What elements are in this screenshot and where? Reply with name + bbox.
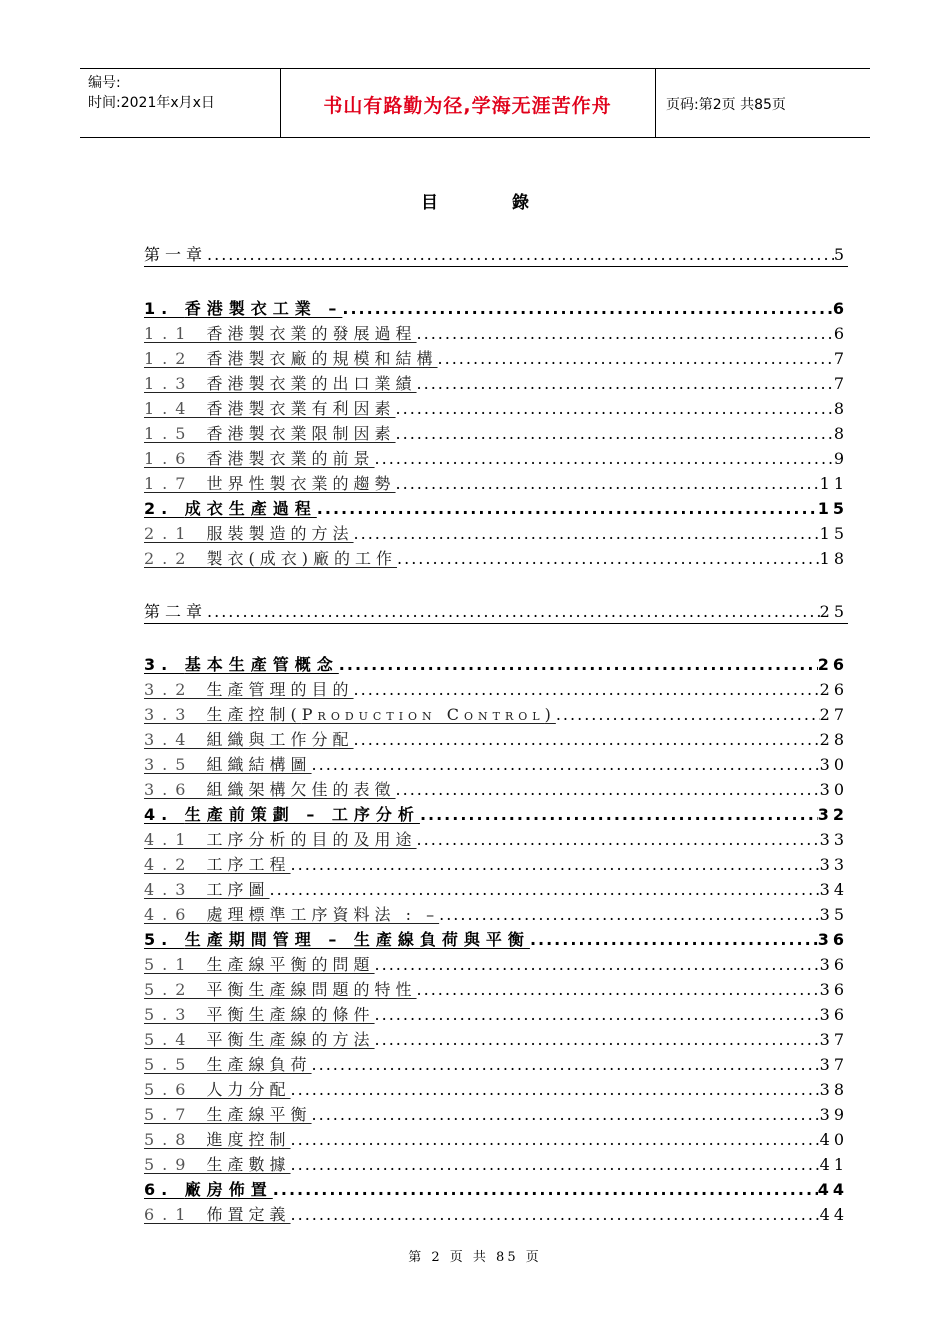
toc-entry-label <box>144 348 438 370</box>
toc-entry-title: 人力分配 <box>206 1080 291 1099</box>
toc-entry-label <box>144 323 417 345</box>
toc-entry[interactable] <box>144 1052 848 1076</box>
toc-entry[interactable] <box>144 827 848 851</box>
toc-leader-dots <box>354 679 820 701</box>
toc-entry[interactable] <box>144 802 848 826</box>
toc-entry-page-number: 8 <box>833 424 848 443</box>
toc-leader-dots <box>354 729 820 751</box>
toc-entry-title: 香港製衣業的發展過程 <box>206 324 417 343</box>
toc-entry[interactable] <box>144 777 848 801</box>
toc-entry-title: 工序圖 <box>206 880 270 899</box>
toc-entry-title: 生產線平衡 <box>206 1105 312 1124</box>
toc-entry-number: 3.4 <box>144 730 207 749</box>
toc-leader-dots <box>375 954 820 976</box>
toc-entry-label <box>144 548 397 570</box>
toc-entry-page-number: 44 <box>817 1180 848 1199</box>
toc-entry-label <box>144 1104 312 1126</box>
toc-entry[interactable] <box>144 242 848 267</box>
toc-entry-page-number: 33 <box>819 830 848 849</box>
toc-entry-title: 組織架構欠佳的表徵 <box>206 780 396 799</box>
toc-entry-title: 生產期間管理 – 生產線負荷與平衡 <box>184 930 530 949</box>
toc-entry-page-number: 5 <box>833 245 848 264</box>
toc-entry-title: 廠房佈置 <box>184 1180 273 1199</box>
toc-entry-title: 香港製衣工業 – <box>184 299 343 318</box>
toc-entry-number: 1.5 <box>144 424 207 443</box>
toc-entry-label <box>144 929 530 951</box>
toc-leader-dots <box>396 398 834 420</box>
toc-entry-page-number: 27 <box>819 705 848 724</box>
toc-entry-title: 生產控制(Production Control) <box>206 705 556 724</box>
toc-leader-dots <box>375 1004 820 1026</box>
toc-entry-label <box>144 1204 291 1226</box>
toc-entry-label <box>144 804 420 826</box>
toc-entry[interactable] <box>144 446 848 470</box>
toc-entry-number: 4.2 <box>144 855 207 874</box>
toc-entry-number: 5.8 <box>144 1130 207 1149</box>
toc-entry-label <box>144 729 354 751</box>
toc-entry[interactable] <box>144 1077 848 1101</box>
toc-entry-label <box>144 704 556 726</box>
toc-entry-title: 基本生產管概念 <box>184 655 339 674</box>
toc-leader-dots <box>354 523 820 545</box>
toc-entry[interactable] <box>144 1202 848 1226</box>
toc-entry-number: 5.2 <box>144 980 207 999</box>
toc-entry-title: 平衡生產線問題的特性 <box>206 980 417 999</box>
toc-leader-dots <box>291 1079 820 1101</box>
toc-entry-number: 1.4 <box>144 399 207 418</box>
toc-entry-title: 佈置定義 <box>206 1205 291 1224</box>
toc-entry-number: 5.1 <box>144 955 207 974</box>
toc-entry-label <box>144 373 417 395</box>
toc-entry-number: 4.6 <box>144 905 207 924</box>
toc-entry-number: 5.4 <box>144 1030 207 1049</box>
toc-entry-number: 3.6 <box>144 780 207 799</box>
toc-entry-title: 香港製衣業的前景 <box>206 449 375 468</box>
toc-entry-number: 4. <box>144 805 185 824</box>
toc-leader-dots <box>312 1054 820 1076</box>
toc-entry[interactable] <box>144 496 848 520</box>
toc-entry-title: 服裝製造的方法 <box>206 524 354 543</box>
header-meta <box>88 73 215 113</box>
toc-entry-title: 香港製衣業有利因素 <box>206 399 396 418</box>
toc-leader-dots <box>339 654 818 676</box>
toc-entry-label <box>144 398 396 420</box>
toc-entry-page-number: 44 <box>819 1205 848 1224</box>
document-header <box>80 68 870 138</box>
toc-entry[interactable] <box>144 927 848 951</box>
toc-entry[interactable] <box>144 902 848 926</box>
toc-entry-label <box>144 601 207 623</box>
header-divider <box>655 69 656 137</box>
toc-entry-title: 成衣生產過程 <box>184 499 317 518</box>
toc-entry[interactable] <box>144 1102 848 1126</box>
toc-entry-title: 香港製衣業限制因素 <box>206 424 396 443</box>
toc-entry-page-number: 36 <box>817 930 848 949</box>
toc-leader-dots <box>556 704 820 726</box>
toc-entry-number: 3.3 <box>144 705 207 724</box>
toc-entry-label <box>144 1029 375 1051</box>
toc-entry[interactable] <box>144 877 848 901</box>
toc-entry-number: 1.3 <box>144 374 207 393</box>
toc-entry-number: 1.7 <box>144 474 207 493</box>
toc-entry-label <box>144 1154 291 1176</box>
toc-entry-page-number: 15 <box>817 499 848 518</box>
toc-leader-dots <box>439 904 820 926</box>
toc-entry[interactable] <box>144 1002 848 1026</box>
toc-entry-number: 1.1 <box>144 324 207 343</box>
toc-entry-number: 3.5 <box>144 755 207 774</box>
toc-entry-page-number: 18 <box>819 549 848 568</box>
toc-entry[interactable] <box>144 396 848 420</box>
toc-entry[interactable] <box>144 977 848 1001</box>
toc-entry-number: 3. <box>144 655 185 674</box>
toc-entry-label <box>144 1179 273 1201</box>
toc-entry-title: 生產線平衡的問題 <box>206 955 375 974</box>
toc-entry-title: 第二章 <box>144 602 208 621</box>
toc-entry-label <box>144 448 375 470</box>
toc-entry[interactable] <box>144 546 848 570</box>
toc-leader-dots <box>273 1179 818 1201</box>
toc-entry-number: 2.2 <box>144 549 207 568</box>
toc-leader-dots <box>291 854 820 876</box>
toc-entry[interactable] <box>144 599 848 624</box>
toc-entry[interactable] <box>144 952 848 976</box>
toc-entry-number: 1.6 <box>144 449 207 468</box>
toc-entry-title: 製衣(成衣)廠的工作 <box>206 549 398 568</box>
toc-entry-number: 1. <box>144 299 185 318</box>
toc-leader-dots <box>417 323 834 345</box>
toc-entry-title: 進度控制 <box>206 1130 291 1149</box>
toc-leader-dots <box>397 548 820 570</box>
toc-entry-label <box>144 754 312 776</box>
toc-entry-page-number: 36 <box>819 1005 848 1024</box>
toc-entry-label <box>144 879 270 901</box>
toc-leader-dots <box>396 473 820 495</box>
toc-entry[interactable] <box>144 296 848 320</box>
toc-entry-label <box>144 1004 375 1026</box>
toc-entry[interactable] <box>144 346 848 370</box>
toc-entry-label <box>144 954 375 976</box>
toc-entry-number: 2.1 <box>144 524 207 543</box>
toc-entry-page-number: 39 <box>819 1105 848 1124</box>
toc-leader-dots <box>417 373 834 395</box>
toc-leader-dots <box>417 979 820 1001</box>
toc-entry-page-number: 7 <box>833 349 848 368</box>
toc-entry[interactable] <box>144 371 848 395</box>
toc-leader-dots <box>291 1204 820 1226</box>
toc-leader-dots <box>375 448 834 470</box>
toc-entry-title: 生產線負荷 <box>206 1055 312 1074</box>
toc-entry-page-number: 25 <box>819 602 848 621</box>
toc-entry-title: 處理標準工序資料法 : – <box>206 905 440 924</box>
toc-leader-dots <box>530 929 818 951</box>
toc-leader-dots <box>420 804 818 826</box>
page-footer: 第 2 页 共 85 页 <box>408 1250 542 1265</box>
toc-entry-number: 6.1 <box>144 1205 207 1224</box>
toc-entry-number: 5.9 <box>144 1155 207 1174</box>
toc-entry-title: 組織結構圖 <box>206 755 312 774</box>
toc-entry-page-number: 32 <box>817 805 848 824</box>
toc-entry[interactable] <box>144 852 848 876</box>
toc-entry-number: 5.3 <box>144 1005 207 1024</box>
toc-entry-number: 3.2 <box>144 680 207 699</box>
toc-entry[interactable] <box>144 652 848 676</box>
toc-entry-page-number: 30 <box>819 755 848 774</box>
toc-entry-page-number: 30 <box>819 780 848 799</box>
toc-entry[interactable] <box>144 752 848 776</box>
toc-entry-title: 平衡生產線的方法 <box>206 1030 375 1049</box>
toc-entry-page-number: 40 <box>819 1130 848 1149</box>
time-label: 时间:2021年x月x日 <box>88 95 215 111</box>
toc-leader-dots <box>207 601 820 623</box>
toc-entry-page-number: 41 <box>819 1155 848 1174</box>
toc-entry-title: 組織與工作分配 <box>206 730 354 749</box>
toc-entry[interactable] <box>144 1152 848 1176</box>
toc-entry-label <box>144 473 396 495</box>
toc-leader-dots <box>291 1154 820 1176</box>
toc-entry-title: 香港製衣廠的規模和結構 <box>206 349 438 368</box>
toc-leader-dots <box>317 498 818 520</box>
toc-entry-title: 平衡生產線的條件 <box>206 1005 375 1024</box>
toc-leader-dots <box>438 348 834 370</box>
toc-entry[interactable] <box>144 1177 848 1201</box>
toc-entry-label <box>144 1079 291 1101</box>
toc-entry[interactable] <box>144 702 848 726</box>
toc-leader-dots <box>312 1104 820 1126</box>
toc-leader-dots <box>291 1129 820 1151</box>
toc-entry-label <box>144 829 417 851</box>
toc-entry-page-number: 26 <box>817 655 848 674</box>
toc-entry-page-number: 26 <box>819 680 848 699</box>
toc-leader-dots <box>375 1029 820 1051</box>
toc-entry-title: 工序工程 <box>206 855 291 874</box>
toc-entry-title: 生產前策劃 – 工序分析 <box>184 805 420 824</box>
toc-entry-label <box>144 1054 312 1076</box>
toc-entry-page-number: 8 <box>833 399 848 418</box>
toc-entry-page-number: 37 <box>819 1030 848 1049</box>
toc-leader-dots <box>312 754 820 776</box>
toc-entry-page-number: 36 <box>819 980 848 999</box>
toc-leader-dots <box>270 879 820 901</box>
toc-entry-label <box>144 1129 291 1151</box>
toc-entry-number: 5. <box>144 930 185 949</box>
toc-entry-title: 第一章 <box>144 245 208 264</box>
toc-entry-title: 生產管理的目的 <box>206 680 354 699</box>
toc-entry-label <box>144 904 439 926</box>
toc-entry-number: 5.7 <box>144 1105 207 1124</box>
toc-entry[interactable] <box>144 1027 848 1051</box>
toc-entry-page-number: 9 <box>833 449 848 468</box>
toc-leader-dots <box>396 779 820 801</box>
header-motto: 书山有路勤为径,学海无涯苦作舟 <box>323 95 612 117</box>
page-title: 目 錄 <box>421 193 563 213</box>
toc-entry-label <box>144 298 342 320</box>
toc-entry-number: 5.5 <box>144 1055 207 1074</box>
toc-leader-dots <box>396 423 834 445</box>
toc-entry-label <box>144 244 207 266</box>
number-label: 编号: <box>88 75 121 91</box>
toc-entry-label <box>144 979 417 1001</box>
toc-leader-dots <box>207 244 834 266</box>
toc-entry-page-number: 38 <box>819 1080 848 1099</box>
toc-entry-number: 4.3 <box>144 880 207 899</box>
toc-entry-label <box>144 654 339 676</box>
toc-entry[interactable] <box>144 677 848 701</box>
toc-entry-number: 6. <box>144 1180 185 1199</box>
toc-entry-label <box>144 523 354 545</box>
toc-entry-number: 2. <box>144 499 185 518</box>
toc-entry-title: 香港製衣業的出口業績 <box>206 374 417 393</box>
toc-entry-page-number: 11 <box>819 474 848 493</box>
toc-entry[interactable] <box>144 321 848 345</box>
toc-entry-label <box>144 423 396 445</box>
toc-entry-number: 4.1 <box>144 830 207 849</box>
toc-leader-dots <box>342 298 833 320</box>
toc-entry-page-number: 37 <box>819 1055 848 1074</box>
toc-entry-page-number: 34 <box>819 880 848 899</box>
toc-entry-label <box>144 854 291 876</box>
toc-entry-label <box>144 679 354 701</box>
toc-entry[interactable] <box>144 521 848 545</box>
toc-entry-number: 5.6 <box>144 1080 207 1099</box>
toc-entry[interactable] <box>144 1127 848 1151</box>
header-page-info: 页码:第2页 共85页 <box>666 97 786 113</box>
toc-entry-number: 1.2 <box>144 349 207 368</box>
toc-entry-page-number: 7 <box>833 374 848 393</box>
toc-entry-label <box>144 498 317 520</box>
toc-entry-page-number: 28 <box>819 730 848 749</box>
toc-entry-title: 工序分析的目的及用途 <box>206 830 417 849</box>
toc-entry-page-number: 6 <box>833 324 848 343</box>
toc-entry-page-number: 36 <box>819 955 848 974</box>
toc-entry[interactable] <box>144 421 848 445</box>
toc-entry-page-number: 6 <box>832 299 848 318</box>
toc-entry-page-number: 15 <box>819 524 848 543</box>
toc-entry-page-number: 33 <box>819 855 848 874</box>
toc-entry[interactable] <box>144 727 848 751</box>
toc-entry[interactable] <box>144 471 848 495</box>
toc-leader-dots <box>417 829 820 851</box>
toc-entry-page-number: 35 <box>819 905 848 924</box>
toc-entry-label <box>144 779 396 801</box>
toc-entry-title: 生產數據 <box>206 1155 291 1174</box>
toc-entry-title: 世界性製衣業的趨勢 <box>206 474 396 493</box>
